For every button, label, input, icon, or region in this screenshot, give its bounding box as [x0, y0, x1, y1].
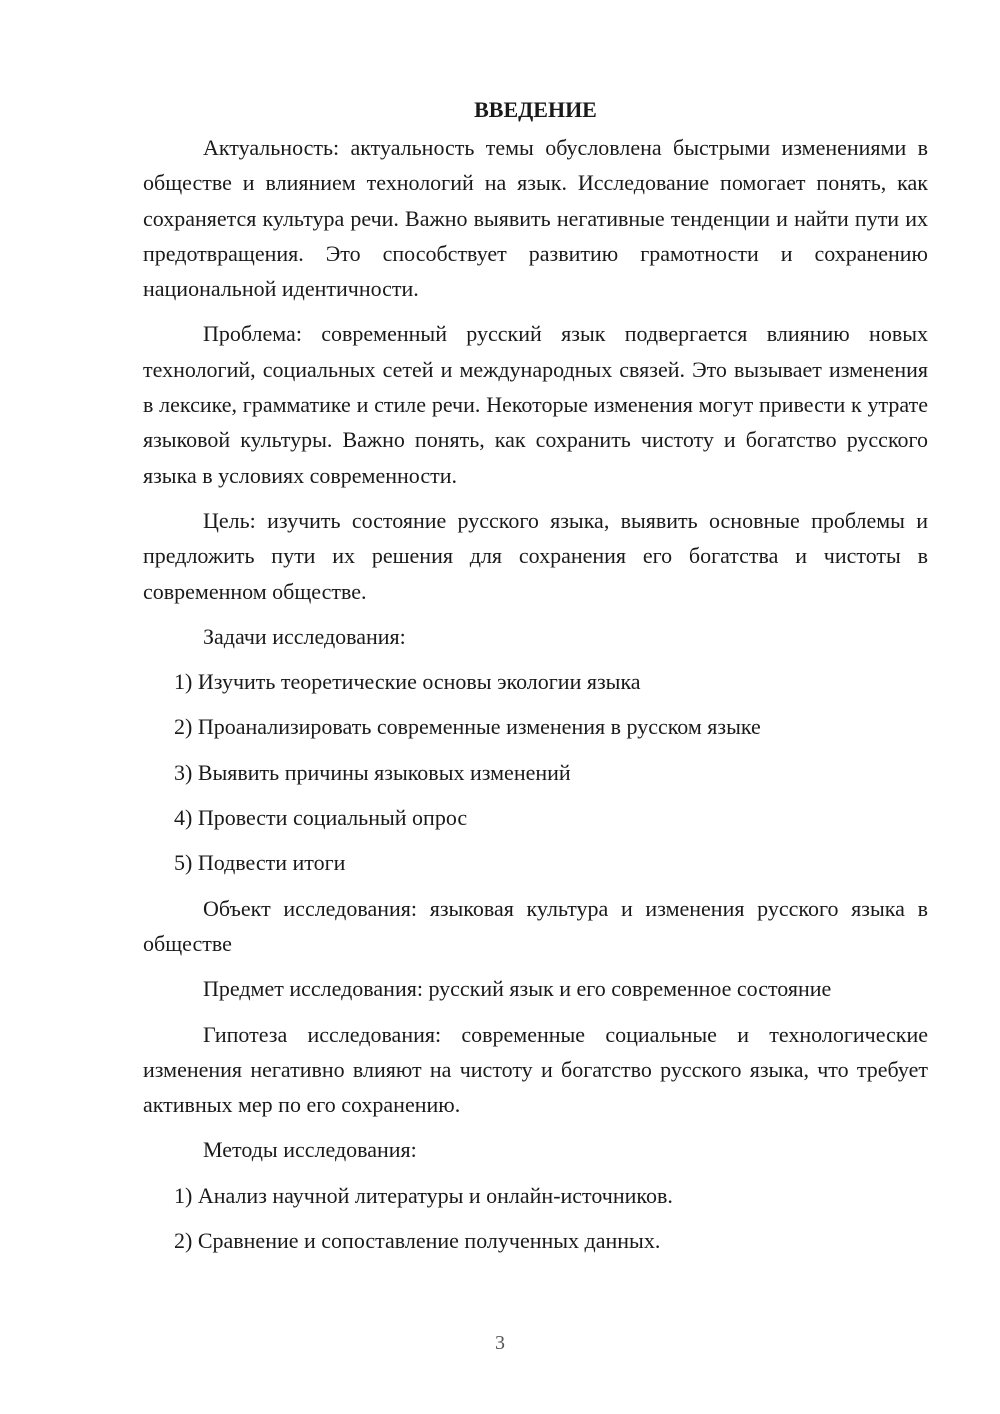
list-item: 4) Провести социальный опрос	[174, 805, 468, 831]
tasks-list	[143, 664, 928, 880]
hypothesis-paragraph: Гипотеза исследования: современные социальные и технологические изменения негативно влияют на чистоту и богатство русского языка, что требует активных мер по его сохранению.	[143, 1021, 928, 1118]
problem-paragraph: Проблема: современный русский язык подвергается влиянию новых технологий, социальных сетей и международных связей. Это вызывает изменения в лексике, грамматике и стиле речи. Некоторые изменения могут привести к утрате языковой культуры. Важно понять, как сохранить чистоту и богатство русского языка в условиях современности.	[143, 321, 928, 488]
tasks-title: Задачи исследования:	[203, 623, 406, 649]
list-item: 2) Проанализировать современные изменения в русском языке	[174, 714, 761, 740]
list-item: 2) Сравнение и сопоставление полученных данных.	[174, 1228, 661, 1254]
methods-list	[143, 1178, 928, 1259]
goal-paragraph: Цель: изучить состояние русского языка, выявить основные проблемы и предложить пути их решения для сохранения его богатства и чистоты в современном обществе.	[143, 507, 928, 604]
list-item: 5) Подвести итоги	[174, 850, 346, 876]
list-item: 1) Изучить теоретические основы экологии языка	[174, 669, 641, 695]
page-number: 3	[495, 1332, 505, 1354]
object-paragraph: Объект исследования: языковая культура и изменения русского языка в обществе	[143, 895, 928, 956]
subject-paragraph: Предмет исследования: русский язык и его современное состояние	[203, 976, 832, 1002]
document-page	[143, 90, 928, 1268]
list-item: 1) Анализ научной литературы и онлайн-источников.	[174, 1182, 673, 1208]
section-heading: ВВЕДЕНИЕ	[474, 97, 597, 122]
methods-title: Методы исследования:	[203, 1137, 417, 1163]
list-item: 3) Выявить причины языковых изменений	[174, 759, 571, 785]
actuality-paragraph: Актуальность: актуальность темы обусловлена быстрыми изменениями в обществе и влиянием технологий на язык. Исследование помогает понять, как сохраняется культура речи. Важно выявить негативные тенденции и найти пути их предотвращения. Это способствует развитию грамотности и сохранению национальной идентичности.	[143, 135, 928, 302]
